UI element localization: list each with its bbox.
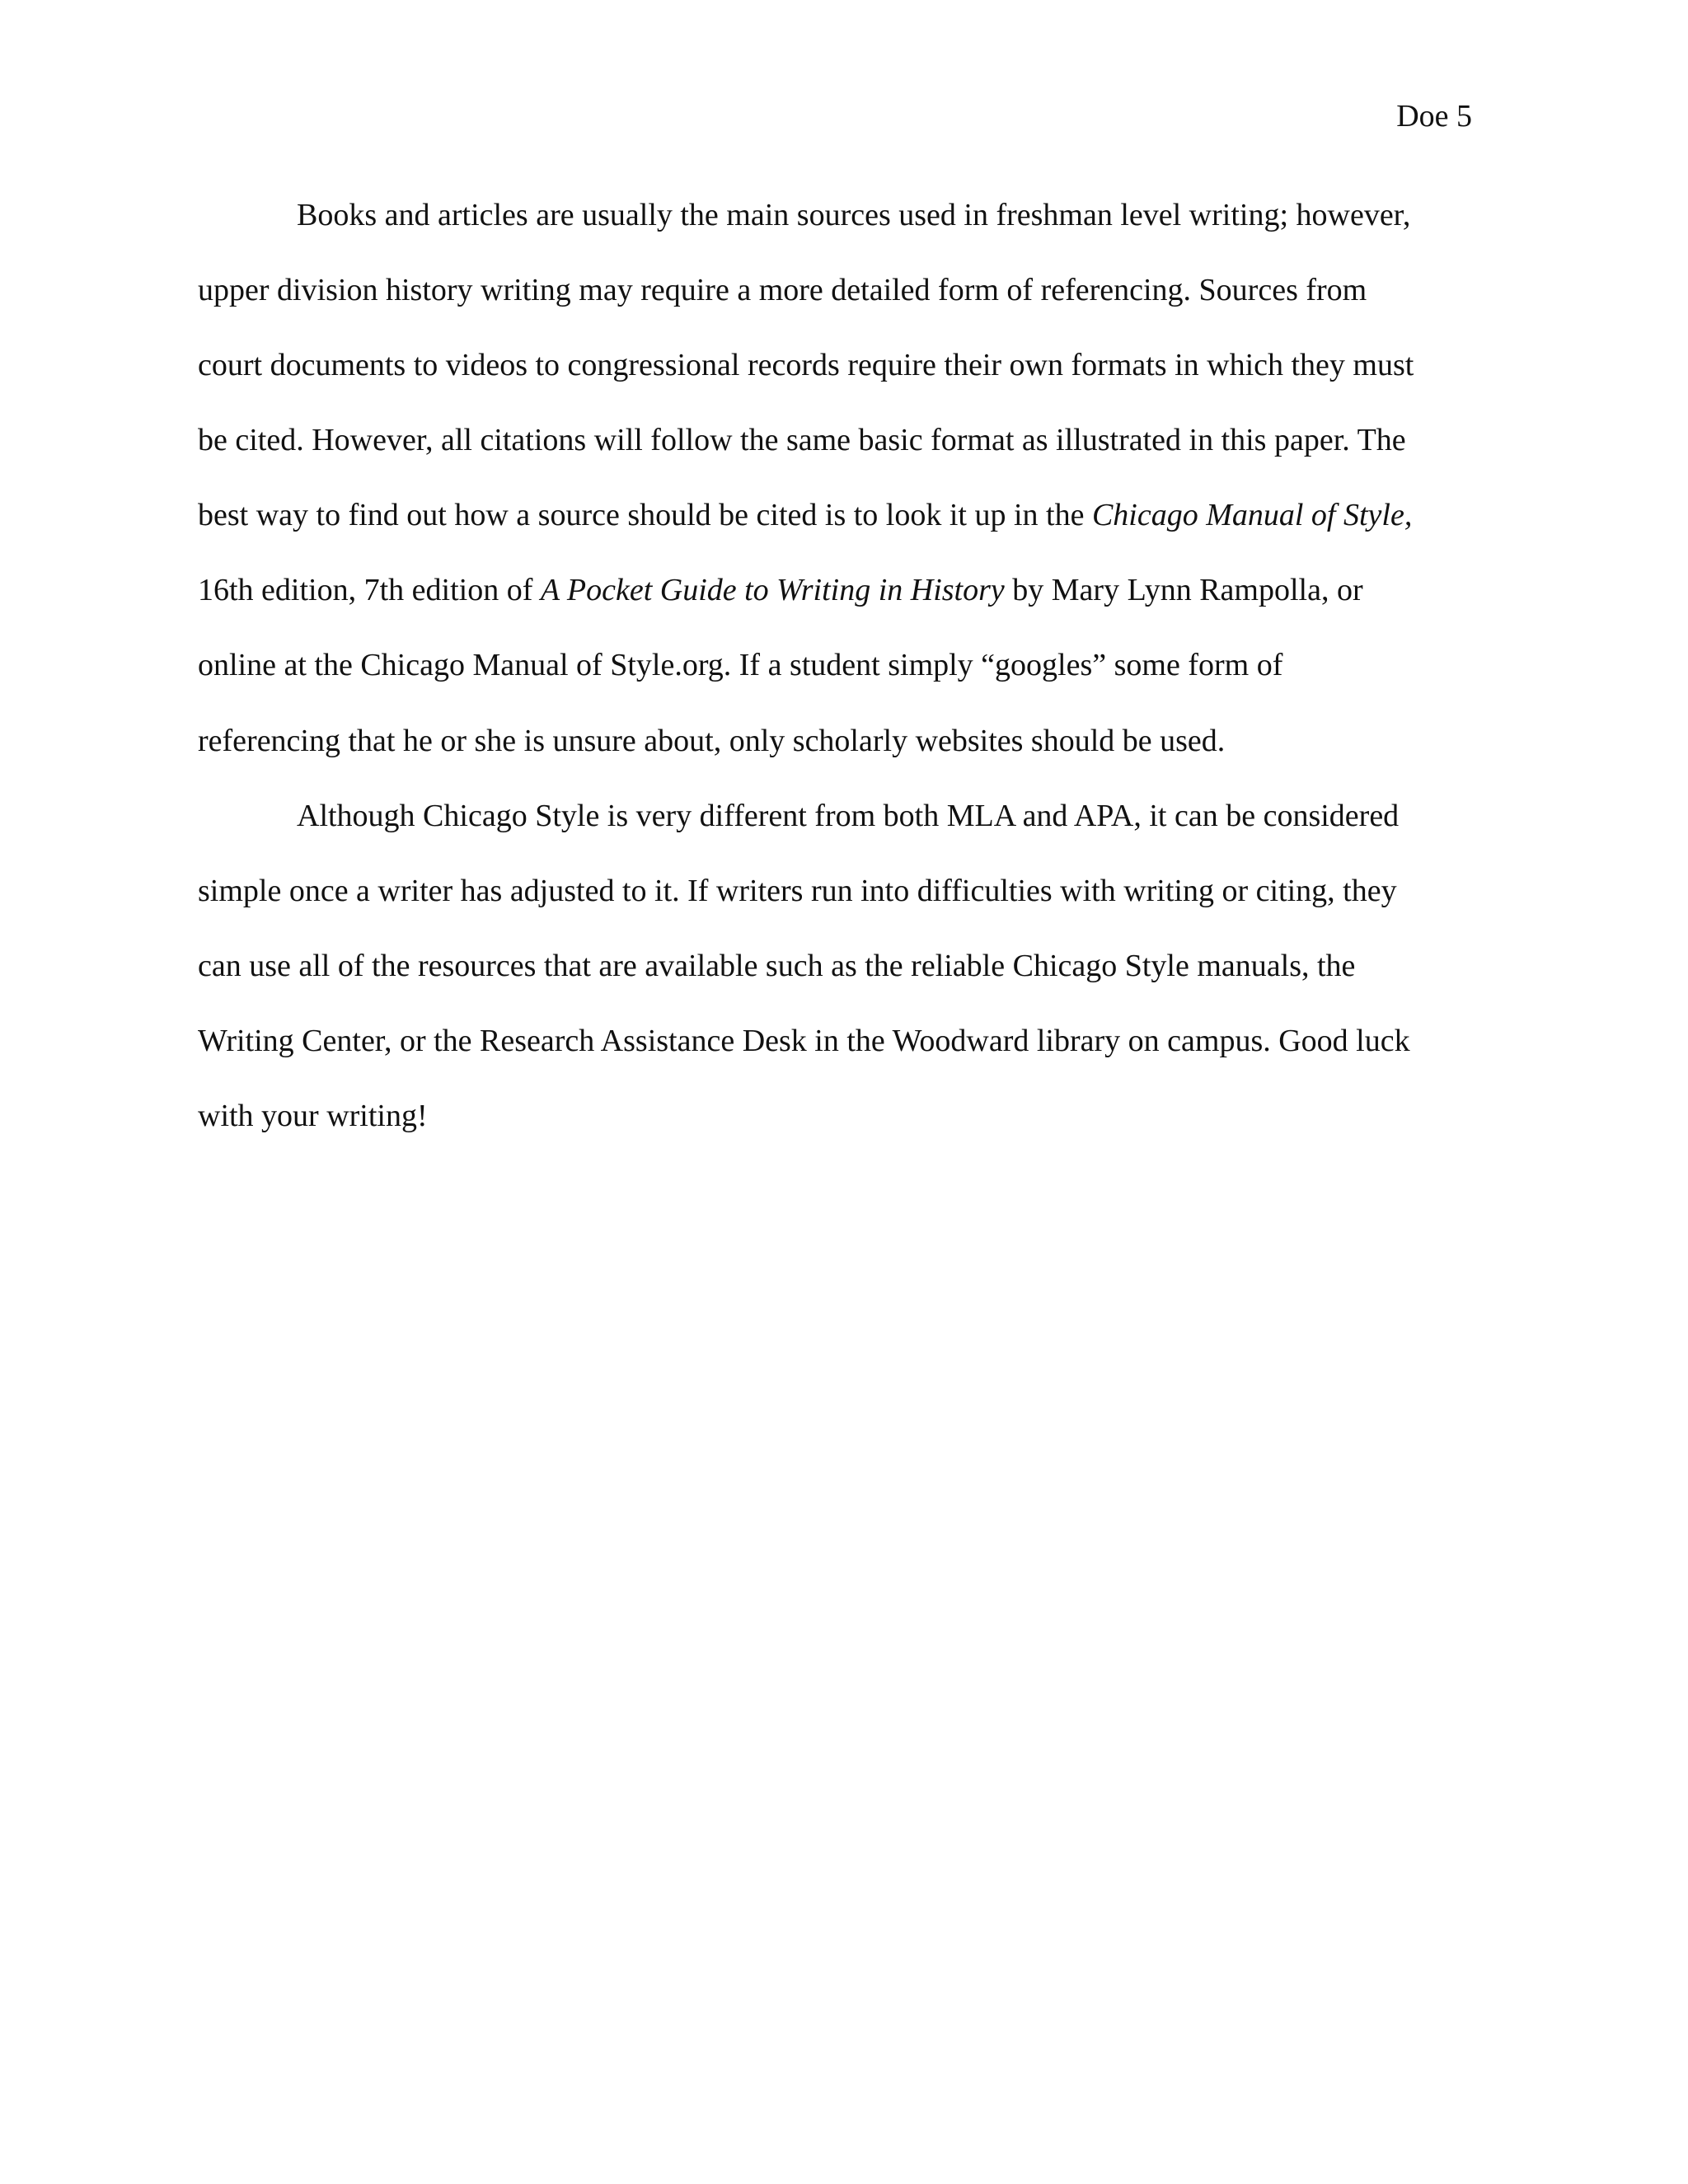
paragraph-2-line-1: Although Chicago Style is very different from both MLA and APA, it can be considered [297, 799, 1400, 833]
pocket-guide-title: A Pocket Guide to Writing in History [540, 573, 1005, 607]
paragraph-1-line-2: upper division history writing may require a more detailed form of referencing. Sources from [198, 273, 1367, 307]
paragraph-1-line-5 [198, 496, 1412, 534]
paragraph-2-line-4: Writing Center, or the Research Assistance Desk in the Woodward library on campus. Good luck [198, 1024, 1410, 1058]
paragraph-1-line-7: online at the Chicago Manual of Style.org. If a student simply “googles” some form of [198, 648, 1283, 682]
page-header: Doe 5 [1396, 99, 1472, 134]
paragraph-2-line-2: simple once a writer has adjusted to it. If writers run into difficulties with writing or citing, they [198, 874, 1397, 908]
paragraph-2-line-3: can use all of the resources that are available such as the reliable Chicago Style manuals, the [198, 949, 1356, 983]
chicago-manual-title: Chicago Manual of Style, [1091, 498, 1413, 532]
paragraph-1-line-4: be cited. However, all citations will follow the same basic format as illustrated in this paper. The [198, 423, 1406, 457]
paragraph-1-line-6 [198, 571, 1363, 609]
paragraph-1-line-8: referencing that he or she is unsure about, only scholarly websites should be used. [198, 724, 1226, 758]
paragraph-1-line-1: Books and articles are usually the main sources used in freshman level writing; however, [297, 198, 1411, 232]
paragraph-1-line-6-prefix: 16th edition, 7th edition of [198, 573, 541, 607]
paragraph-2-line-5: with your writing! [198, 1099, 428, 1133]
paragraph-1-line-3: court documents to videos to congressional records require their own formats in which they must [198, 348, 1414, 382]
paragraph-1-line-6-suffix: by Mary Lynn Rampolla, or [1004, 573, 1363, 607]
paragraph-1-line-5-prefix: best way to find out how a source should be cited is to look it up in the [198, 498, 1092, 532]
